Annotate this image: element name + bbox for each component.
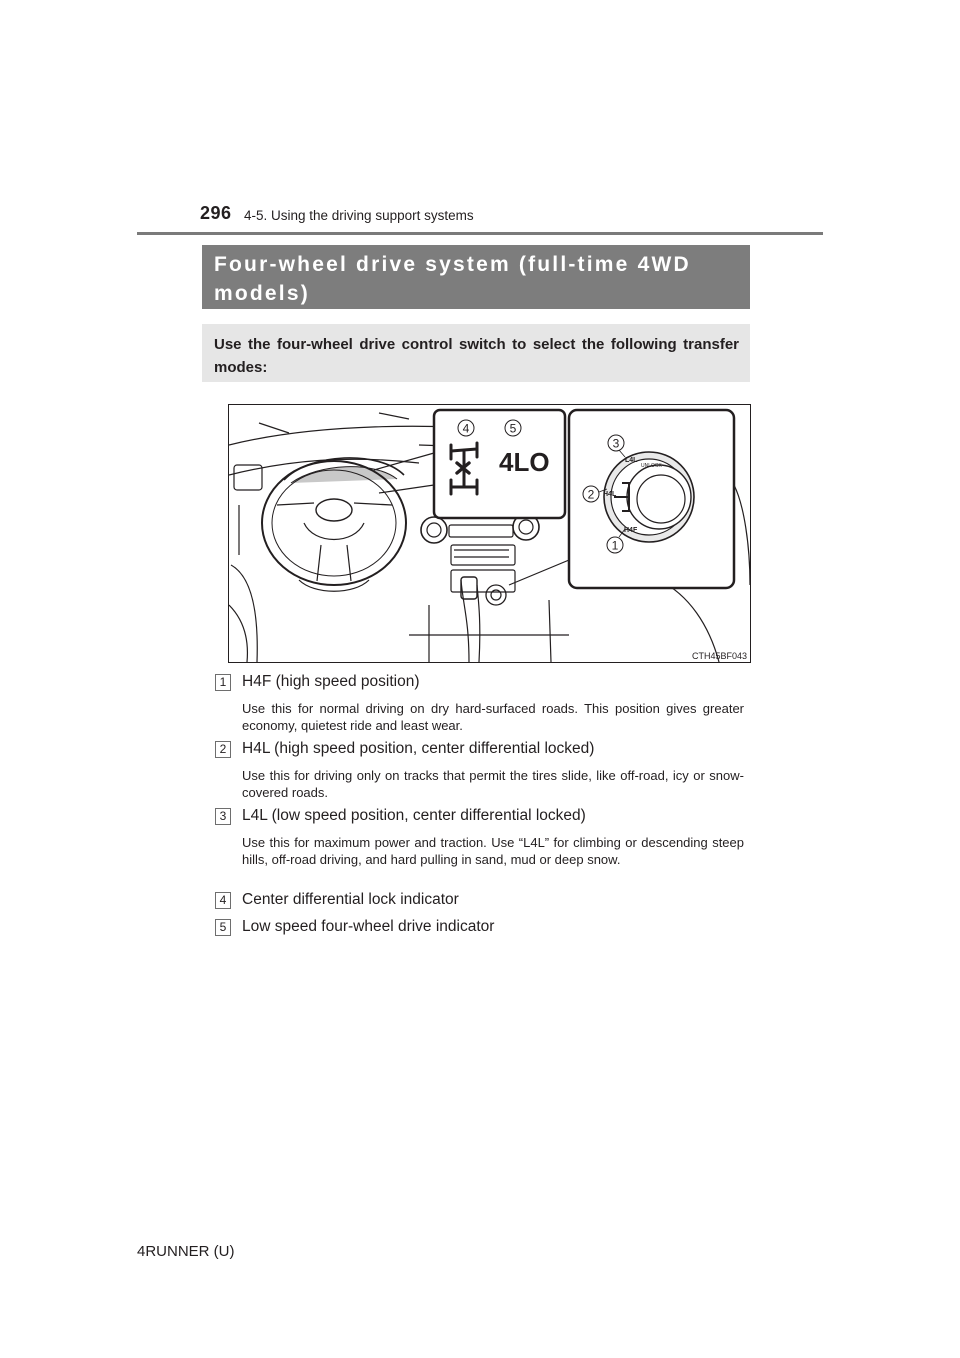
callout-1: 1 [611, 538, 619, 553]
intro-text: Use the four-wheel drive control switch to select the following transfer modes: [202, 324, 750, 382]
dial-label-h4l: H4L [603, 491, 617, 498]
item-number-box: 3 [215, 808, 231, 825]
item-title: H4F (high speed position) [242, 673, 420, 690]
item-number-box: 4 [215, 892, 231, 909]
item-title: H4L (high speed position, center differential locked) [242, 740, 595, 757]
item-description: Use this for maximum power and traction. Use “L4L” for climbing or descending steep hills, off-road driving, and hard pulling in sand, mud or deep snow. [242, 835, 744, 867]
callout-3: 3 [612, 436, 620, 451]
dial-label-h4f: H4F [624, 527, 638, 534]
page-title: Four-wheel drive system (full-time 4WD models) [202, 245, 750, 309]
figure-code: CTH45BF043 [691, 651, 747, 661]
section-heading: 4-5. Using the driving support systems [244, 208, 474, 223]
item-title: Center differential lock indicator [242, 891, 459, 908]
callout-5: 5 [509, 421, 517, 436]
low-speed-4wd-indicator: 4LO [499, 447, 550, 477]
header-divider [137, 232, 823, 235]
item-title: L4L (low speed position, center differential locked) [242, 807, 586, 824]
page-number: 296 [200, 203, 232, 223]
item-description: Use this for normal driving on dry hard-surfaced roads. This position gives greater economy, quietest ride and least wear. [242, 701, 744, 733]
item-number-box: 2 [215, 741, 231, 758]
item-number-box: 1 [215, 674, 231, 691]
dial-label-l4l: L4L [625, 457, 638, 464]
item-title: Low speed four-wheel drive indicator [242, 918, 495, 935]
callout-4: 4 [462, 421, 470, 436]
footer-model: 4RUNNER (U) [137, 1243, 235, 1260]
item-number-box: 5 [215, 919, 231, 936]
callout-2: 2 [587, 487, 595, 502]
dashboard-illustration [228, 404, 751, 663]
dial-label-unlock: UNLOCK [641, 463, 662, 469]
item-description: Use this for driving only on tracks that permit the tires slide, like off-road, icy or snow-covered roads. [242, 768, 744, 800]
